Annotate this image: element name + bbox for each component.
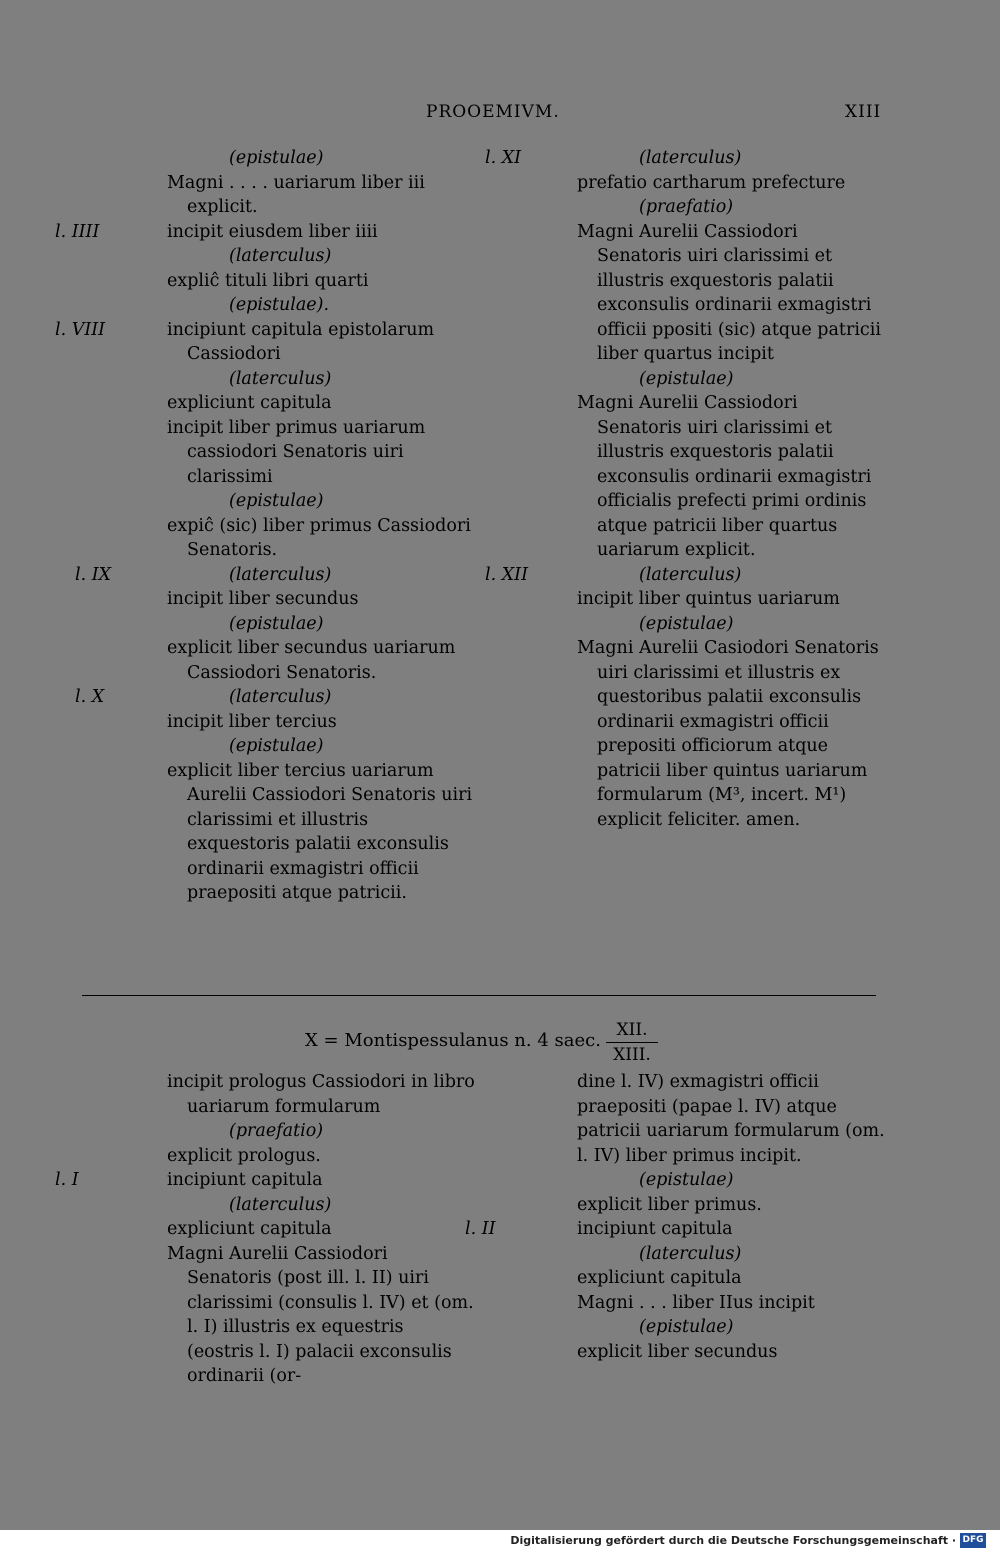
incipit-entry: [167, 710, 475, 735]
running-title: PROOEMIVM.: [426, 102, 560, 122]
entry-text: incipit liber primus uariarum cassiodori Senatoris uiri clarissimi: [167, 417, 426, 487]
incipit-entry: [167, 269, 475, 294]
entry-text: (laterculus): [639, 1243, 742, 1264]
top-left-column: [55, 146, 475, 906]
entry-text: (epistulae): [229, 491, 324, 511]
entry-text: (epistulae): [229, 736, 324, 756]
incipit-entry: [577, 171, 885, 196]
entry-text: (praefatio): [229, 1121, 324, 1141]
entry-text: (epistulae): [639, 1317, 734, 1337]
entry-text: (laterculus): [229, 246, 332, 266]
incipit-entry: [577, 391, 885, 563]
section-label: [167, 244, 475, 269]
book-marker: l. XI: [485, 148, 522, 168]
entry-text: Magni . . . liber IIus incipit: [577, 1292, 815, 1313]
bottom-left-column: [55, 1070, 475, 1389]
section-label: [577, 1242, 885, 1267]
incipit-entry: [577, 636, 885, 832]
section-label: [167, 293, 475, 318]
incipit-entry: [167, 514, 475, 563]
entry-text: (epistulae).: [229, 295, 330, 315]
entry-text: (praefatio): [639, 197, 734, 217]
section-label: [167, 146, 475, 171]
dfg-logo: DFG: [960, 1533, 986, 1548]
page-number: XIII: [845, 102, 882, 122]
incipit-entry: [167, 1242, 475, 1389]
entry-text: incipiunt capitula epistolarum Cassiodori: [167, 319, 435, 364]
section-label: [75, 685, 475, 710]
incipit-entry: [167, 1217, 475, 1242]
incipit-entry: [465, 1217, 885, 1242]
section-label: [167, 489, 475, 514]
entry-text: explicit liber primus.: [577, 1194, 762, 1215]
entry-text: explicit prologus.: [167, 1145, 321, 1166]
entry-text: incipiunt capitula: [577, 1219, 733, 1239]
section-label: [577, 612, 885, 637]
entry-text: expliciunt capitula: [167, 393, 332, 413]
section-label: [167, 367, 475, 392]
entry-text: (laterculus): [639, 564, 742, 585]
entry-text: (laterculus): [229, 687, 332, 707]
footer-bar: [0, 1530, 1000, 1552]
entry-text: (laterculus): [229, 368, 332, 389]
book-marker: l. IX: [75, 564, 112, 585]
entry-text: incipit eiusdem liber iiii: [167, 221, 378, 242]
entry-text: expliciunt capitula: [167, 1219, 332, 1239]
book-marker: l. I: [55, 1170, 79, 1190]
entry-text: (laterculus): [229, 564, 332, 585]
entry-text: incipiunt capitula: [167, 1170, 323, 1190]
siglum-text: X = Montispessulanus n. 4 saec.: [305, 1030, 601, 1051]
incipit-entry: [167, 1070, 475, 1119]
entry-text: incipit prologus Cassiodori in libro uariarum formularum: [167, 1072, 475, 1117]
top-right-column: [485, 146, 885, 832]
section-label: [485, 563, 885, 588]
book-marker: l. II: [465, 1219, 496, 1239]
incipit-entry: [577, 1291, 885, 1316]
incipit-entry: [167, 587, 475, 612]
book-marker: l. VIII: [55, 319, 106, 340]
fraction-bottom: XIII.: [613, 1045, 651, 1065]
incipit-entry: [167, 636, 475, 685]
incipit-entry: [167, 1144, 475, 1169]
section-label: [167, 612, 475, 637]
entry-text: explicit liber secundus: [577, 1341, 778, 1362]
footer-credit: Digitalisierung gefördert durch die Deutsche Forschungsgemeinschaft ·: [510, 1534, 956, 1547]
entry-text: incipit liber secundus: [167, 589, 359, 609]
incipit-entry: [167, 391, 475, 416]
entry-text: (epistulae): [229, 148, 324, 168]
entry-text: (epistulae): [639, 1170, 734, 1190]
entry-text: incipit liber quintus uariarum: [577, 589, 840, 609]
entry-text: explicit liber secundus uariarum Cassiodori Senatoris.: [167, 638, 456, 683]
incipit-entry: [167, 759, 475, 906]
incipit-entry: [167, 171, 475, 220]
entry-text: (laterculus): [229, 1194, 332, 1215]
section-label: [577, 195, 885, 220]
incipit-entry: [577, 1193, 885, 1218]
section-divider: [82, 995, 876, 996]
incipit-entry: [55, 1168, 475, 1193]
section-label: [485, 146, 885, 171]
section-label: [167, 1193, 475, 1218]
book-marker: l. IIII: [55, 221, 100, 242]
section-label: [167, 734, 475, 759]
entry-text: incipit liber tercius: [167, 711, 337, 732]
entry-text: (epistulae): [639, 613, 734, 634]
entry-text: expliciunt capitula: [577, 1268, 742, 1288]
book-marker: l. XII: [485, 564, 529, 585]
entry-text: Magni Aurelii Casiodori Senatoris uiri clarissimi et illustris ex questoribus palatii exconsulis ordinarii exmagistri officii prepositi officiorum atque patricii liber quintus uariarum formularum (M³, incert. M¹) explicit feliciter. amen.: [577, 638, 879, 830]
siglum-century-fraction: [606, 1018, 658, 1067]
bottom-right-column: [465, 1070, 885, 1364]
section-label: [75, 563, 475, 588]
section-label: [577, 1315, 885, 1340]
incipit-entry: [577, 1070, 885, 1168]
running-head: [0, 100, 1000, 124]
incipit-entry: [55, 220, 475, 245]
section-label: [577, 1168, 885, 1193]
incipit-entry: [167, 416, 475, 490]
incipit-entry: [577, 1266, 885, 1291]
entry-text: expliĉ tituli libri quarti: [167, 270, 369, 291]
entry-text: (laterculus): [639, 148, 742, 168]
entry-text: expiĉ (sic) liber primus Cassiodori Senatoris.: [167, 515, 471, 560]
incipit-entry: [577, 1340, 885, 1365]
incipit-entry: [577, 587, 885, 612]
entry-text: dine l. IV) exmagistri officii praepositi (papae l. IV) atque patricii uariarum formularum (om. l. IV) liber primus incipit.: [577, 1072, 885, 1166]
section-label: [577, 367, 885, 392]
incipit-entry: [55, 318, 475, 367]
section-label: [167, 1119, 475, 1144]
entry-text: Magni Aurelii Cassiodori Senatoris uiri clarissimi et illustris exquestoris palatii exconsulis ordinarii exmagistri officii ppositi (sic) atque patricii liber quartus incipit: [577, 221, 881, 364]
entry-text: Magni Aurelii Cassiodori Senatoris uiri clarissimi et illustris exquestoris palatii exconsulis ordinarii exmagistri officialis prefecti primi ordinis atque patricii liber quartus uariarum explicit.: [577, 393, 872, 560]
entry-text: (epistulae): [639, 368, 734, 389]
incipit-entry: [577, 220, 885, 367]
entry-text: prefatio cartharum prefecture: [577, 172, 846, 193]
manuscript-siglum: [0, 1018, 1000, 1074]
entry-text: Magni . . . . uariarum liber iii explicit.: [167, 172, 425, 217]
entry-text: Magni Aurelii Cassiodori Senatoris (post ill. l. II) uiri clarissimi (consulis l. IV) et (om. l. I) illustris ex equestris (eostris l. I) palacii exconsulis ordinarii (or-: [167, 1243, 474, 1386]
entry-text: (epistulae): [229, 613, 324, 634]
entry-text: explicit liber tercius uariarum Aurelii Cassiodori Senatoris uiri clarissimi et illustris exquestoris palatii exconsulis ordinarii exmagistri officii praepositi atque patricii.: [167, 760, 473, 903]
fraction-top: XII.: [606, 1018, 658, 1043]
book-marker: l. X: [75, 687, 105, 707]
